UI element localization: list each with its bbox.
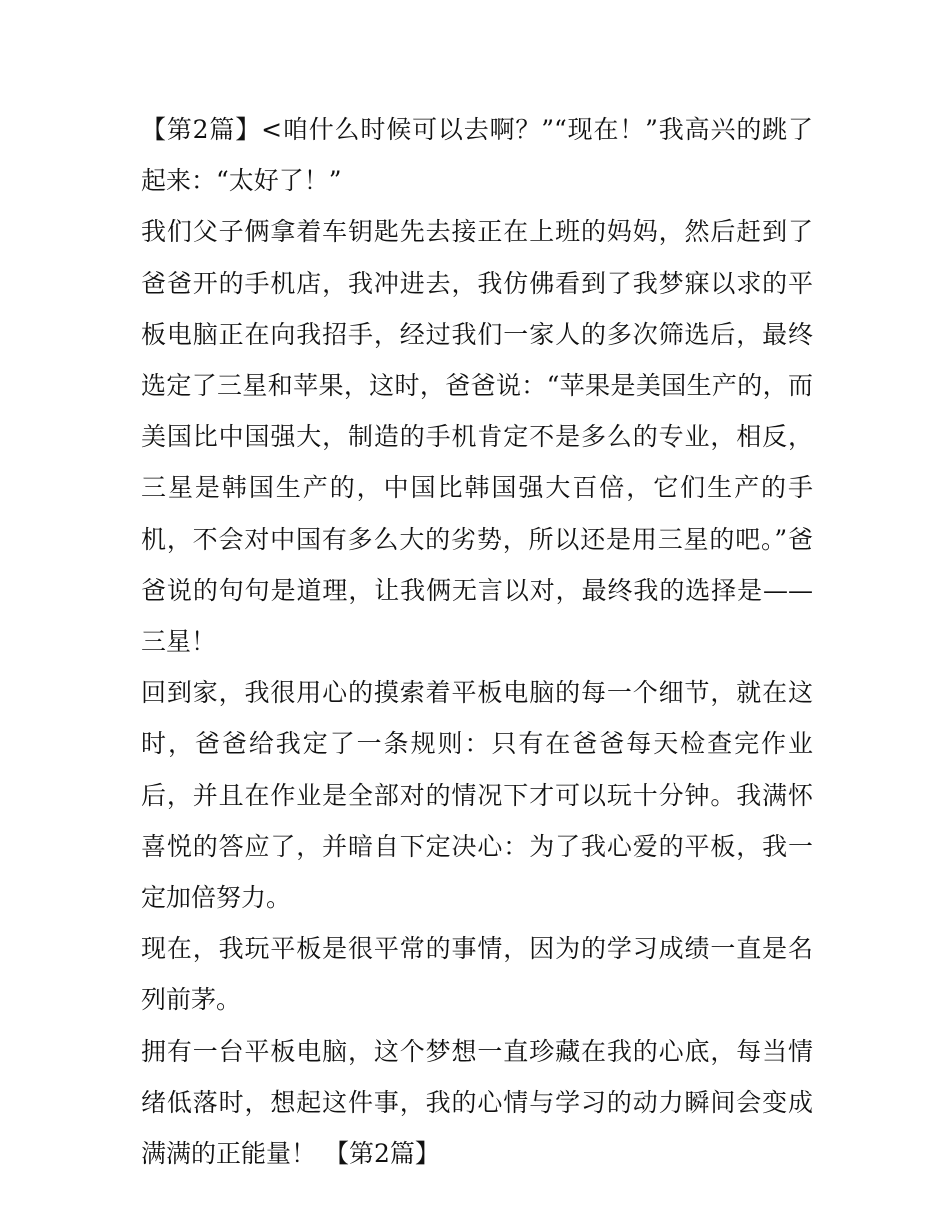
paragraph-2: 我们父子俩拿着车钥匙先去接正在上班的妈妈，然后赶到了爸爸开的手机店，我冲进去，我仿佛看到了我梦寐以求的平板电脑正在向我招手，经过我们一家人的多次筛选后，最终选定了三星和苹果，这时，爸爸说：“苹果是美国生产的，而美国比中国强大，制造的手机肯定不是多么的专业，相反，三星是韩国生产的，中国比韩国强大百倍，它们生产的手机，不会对中国有多么大的劣势，所以还是用三星的吧。”爸爸说的句句是道理，让我俩无言以对，最终我的选择是——三星！ xyxy=(141,217,813,657)
paragraph-5: 拥有一台平板电脑，这个梦想一直珍藏在我的心底，每当情绪低落时，想起这件事，我的心情与学习的动力瞬间会变成满满的正能量！ 【第2篇】 xyxy=(141,1036,813,1169)
paragraph-1: 【第2篇】<咱什么时候可以去啊？”“现在！”我高兴的跳了起来：“太好了！” xyxy=(141,115,813,196)
document-body xyxy=(141,104,813,1179)
paragraph-4: 现在，我玩平板是很平常的事情，因为的学习成绩一直是名列前茅。 xyxy=(141,934,813,1015)
paragraph-3: 回到家，我很用心的摸索着平板电脑的每一个细节，就在这时，爸爸给我定了一条规则：只有在爸爸每天检查完作业后，并且在作业是全部对的情况下才可以玩十分钟。我满怀喜悦的答应了，并暗自下定决心：为了我心爱的平板，我一定加倍努力。 xyxy=(141,678,813,913)
